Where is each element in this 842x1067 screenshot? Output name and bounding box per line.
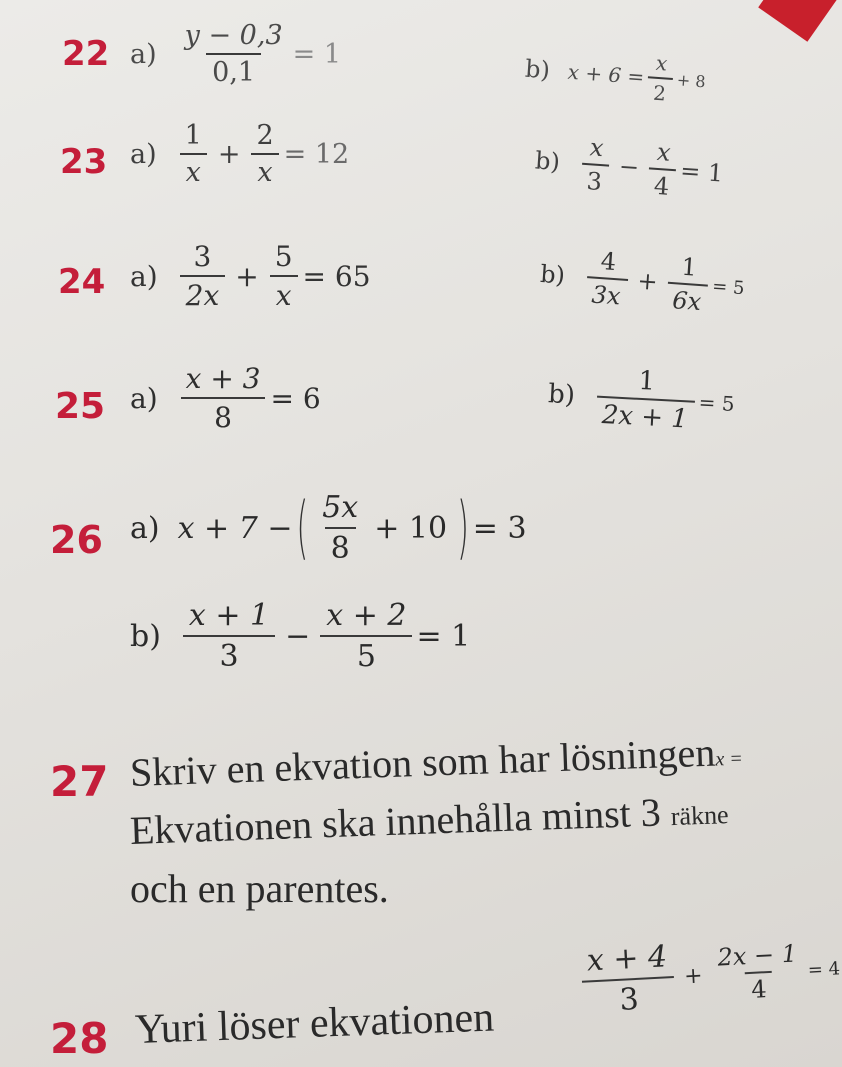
fraction: [250, 120, 279, 188]
right-paren: ): [457, 487, 469, 569]
denominator: 5: [320, 635, 412, 674]
denominator: 8: [325, 527, 356, 566]
numerator: x: [588, 133, 605, 163]
rhs: = 1: [679, 156, 725, 188]
equation: [576, 930, 842, 1020]
text-line-3: [130, 865, 389, 912]
denominator: 0,1: [206, 53, 261, 88]
rhs: = 1: [416, 618, 471, 654]
problem-number: 25: [55, 386, 106, 427]
text: Skriv en ekvation som har lösningen: [129, 729, 716, 795]
part-label: a): [130, 381, 158, 415]
numerator: 2x − 1: [716, 939, 798, 972]
part-label: b): [524, 54, 551, 85]
operator: +: [235, 259, 259, 293]
fraction: [316, 490, 364, 566]
numerator: x + 1: [188, 598, 270, 633]
denominator: 3: [582, 976, 676, 1020]
part-label: a): [130, 259, 158, 293]
part-label: b): [539, 259, 566, 290]
numerator: x + 2: [326, 598, 407, 633]
part-label: b): [534, 146, 561, 177]
tail: + 8: [676, 69, 707, 91]
part-b: [533, 130, 725, 205]
rhs: = 1: [292, 38, 342, 70]
rhs: = 3: [472, 510, 527, 546]
fraction: [180, 240, 226, 312]
rhs: = 6: [270, 381, 321, 415]
rhs: = 5: [711, 275, 746, 299]
numerator: 5: [274, 240, 293, 273]
part-a: [130, 120, 349, 188]
part-b: [538, 243, 747, 319]
part-b: [130, 598, 470, 674]
middle: + 10: [374, 510, 448, 546]
part-label: b): [130, 618, 161, 654]
problem-number: 28: [50, 1014, 109, 1063]
fraction: [320, 598, 412, 674]
numerator: y − 0,3: [184, 20, 283, 51]
part-label: a): [130, 38, 157, 70]
text-tail: räkne: [670, 800, 730, 832]
part-label: a): [130, 138, 157, 170]
numerator: x: [655, 50, 669, 76]
part-label: b): [547, 379, 576, 411]
part-b: [523, 42, 707, 108]
denominator: 4: [744, 971, 773, 1004]
denominator: 3x: [585, 276, 628, 311]
rhs: = 5: [698, 390, 736, 416]
part-label: a): [130, 510, 160, 546]
prefix: x + 7 −: [177, 510, 293, 546]
numerator: 1: [184, 120, 202, 151]
left-paren: (: [296, 487, 309, 569]
fraction: [646, 50, 674, 106]
operator: +: [683, 962, 704, 989]
operator: +: [636, 266, 659, 297]
denominator: 3: [183, 635, 275, 674]
fraction: [580, 133, 612, 197]
operator: −: [618, 152, 641, 182]
fraction: [665, 252, 710, 317]
denominator: 3: [580, 163, 609, 197]
text: Ekvationen ska innehålla minst 3: [129, 789, 662, 853]
numerator: 1: [680, 252, 698, 282]
numerator: 1: [637, 365, 656, 397]
text-line-2: [129, 786, 729, 854]
fraction: [179, 20, 289, 88]
operator: +: [217, 138, 241, 170]
fraction: [647, 137, 679, 201]
numerator: x + 4: [585, 939, 668, 979]
numerator: 5x: [322, 490, 359, 525]
part-a: [130, 362, 321, 434]
page-corner-tab: [758, 0, 842, 42]
text-tail: x =: [714, 747, 744, 771]
fraction: [179, 120, 208, 188]
rhs: = 4: [807, 957, 841, 981]
part-a: [130, 240, 371, 312]
operator: −: [285, 618, 311, 654]
fraction: [269, 240, 299, 312]
problem-number: 27: [50, 757, 109, 806]
fraction: [183, 598, 275, 674]
fraction: [180, 362, 267, 434]
denominator: 6x: [665, 282, 708, 317]
part-b: [546, 361, 736, 437]
denominator: x: [270, 275, 298, 312]
part-a: [130, 20, 341, 88]
problem-number: 22: [62, 34, 110, 74]
numerator: 3: [193, 240, 212, 273]
denominator: 2: [646, 76, 673, 106]
lhs: x + 6 =: [567, 59, 646, 89]
rhs: = 65: [302, 259, 371, 293]
problem-number: 24: [58, 262, 106, 302]
fraction: [711, 939, 806, 1006]
problem-number: 26: [50, 518, 103, 562]
numerator: 2: [256, 120, 274, 151]
denominator: x: [180, 153, 207, 188]
denominator: 2x: [180, 275, 226, 312]
denominator: x: [251, 153, 278, 188]
fraction: [595, 364, 696, 435]
numerator: x: [656, 137, 672, 167]
denominator: 4: [647, 167, 676, 201]
denominator: 2x + 1: [595, 396, 695, 435]
text-line: [134, 993, 495, 1054]
text: Yuri löser ekvationen: [134, 994, 495, 1053]
fraction: [580, 939, 676, 1020]
numerator: x + 3: [185, 362, 261, 395]
problem-number: 23: [60, 142, 108, 182]
text-line-1: [129, 728, 743, 796]
fraction: [585, 246, 630, 311]
rhs: = 12: [283, 138, 350, 170]
numerator: 4: [599, 247, 618, 277]
part-a: [130, 487, 527, 569]
denominator: 8: [181, 397, 265, 434]
text: och en parentes.: [130, 866, 389, 911]
